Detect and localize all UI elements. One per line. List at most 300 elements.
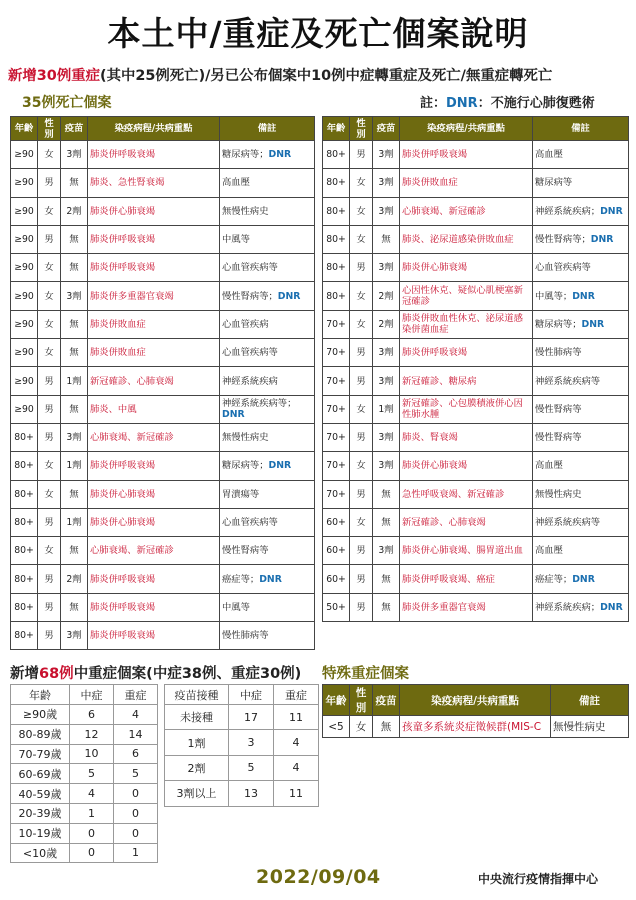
note-cell	[220, 141, 315, 169]
header-note: 備註	[220, 117, 315, 141]
table-row	[323, 310, 629, 338]
note-text: 胃潰瘍等	[222, 488, 260, 500]
age-cell: ≥90	[11, 310, 38, 338]
note-cell	[220, 452, 315, 480]
table-row	[165, 781, 319, 806]
header-course: 染疫病程/共病重點	[400, 117, 533, 141]
header-age: 年齡	[323, 685, 350, 716]
note-cell	[220, 339, 315, 367]
sex-cell: 女	[350, 225, 373, 253]
sex-cell: 女	[350, 197, 373, 225]
table-row	[11, 423, 315, 451]
group-cell: 40-59歲	[11, 784, 70, 804]
sex-cell: 男	[38, 225, 61, 253]
note-text: 糖尿病等；	[222, 460, 269, 472]
age-cell: 70+	[323, 480, 350, 508]
age-cell: 80+	[11, 452, 38, 480]
age-cell: 70+	[323, 452, 350, 480]
age-cell: 60+	[323, 537, 350, 565]
group-cell: <10歲	[11, 843, 70, 863]
subtitle-detail: (其中25例死亡)/另已公布個案中10例中症轉重症及死亡/無重症轉死亡	[100, 68, 553, 84]
table-row	[11, 169, 315, 197]
table-row	[11, 724, 158, 744]
table-row	[11, 744, 158, 764]
table-row	[323, 282, 629, 310]
vaccine-cell: 3劑	[373, 452, 400, 480]
age-cell: 80+	[11, 508, 38, 536]
note-cell	[220, 367, 315, 395]
note-text: 慢性腎病等	[222, 545, 269, 557]
course-cell: 肺炎併呼吸衰竭	[88, 622, 220, 650]
severe-cell: 4	[114, 705, 158, 725]
vaccine-cell: 無	[61, 225, 88, 253]
course-cell: 心肺衰竭、新冠確診	[88, 537, 220, 565]
severe-cell: 0	[114, 784, 158, 804]
note-cell	[533, 282, 629, 310]
sec2-detail: 中重症個案(中症38例、重症30例)	[73, 666, 302, 682]
note-cell	[220, 282, 315, 310]
note-text: 慢性肺病等	[535, 347, 582, 359]
course-cell: 肺炎、泌尿道感染併敗血症	[400, 225, 533, 253]
note-cell	[533, 197, 629, 225]
moderate-cell: 5	[229, 755, 274, 780]
course-cell: 肺炎併呼吸衰竭、癌症	[400, 565, 533, 593]
moderate-cell: 5	[70, 764, 114, 784]
note-text: 中風等；	[535, 290, 573, 302]
age-cell: 80+	[323, 169, 350, 197]
note-text: 慢性肺病等	[222, 630, 269, 642]
note-cell	[533, 395, 629, 423]
age-cell: 70+	[323, 367, 350, 395]
dnr-tag: DNR	[590, 234, 614, 246]
age-cell: 80+	[323, 225, 350, 253]
note-text: 慢性腎病等；	[535, 234, 591, 246]
report-date: 2022/09/04	[256, 866, 381, 888]
age-cell: 80+	[323, 141, 350, 169]
table-row	[11, 141, 315, 169]
group-cell: 1劑	[165, 730, 229, 755]
course-cell: 新冠確診、心肺衰竭	[88, 367, 220, 395]
table-row	[11, 565, 315, 593]
note-text: 中風等	[222, 601, 250, 613]
note-cell	[220, 508, 315, 536]
sex-cell: 女	[350, 310, 373, 338]
note-text: 心血管疾病等	[222, 262, 278, 274]
header-sex: 性別	[350, 685, 373, 716]
moderate-cell: 3	[229, 730, 274, 755]
course-cell: 肺炎併多重器官衰竭	[400, 593, 533, 621]
table-row	[165, 705, 319, 730]
sex-cell: 男	[350, 254, 373, 282]
table-row	[323, 367, 629, 395]
course-cell: 肺炎併呼吸衰竭	[400, 339, 533, 367]
note-cell	[220, 537, 315, 565]
sex-cell: 男	[38, 622, 61, 650]
note-cell	[533, 593, 629, 621]
course-cell: 肺炎併多重器官衰竭	[88, 282, 220, 310]
age-cell: 70+	[323, 310, 350, 338]
table-row	[323, 225, 629, 253]
table-row	[11, 225, 315, 253]
sex-cell: 男	[350, 423, 373, 451]
note-cell	[533, 225, 629, 253]
table-row	[165, 730, 319, 755]
group-cell: 未接種	[165, 705, 229, 730]
vaccine-cell: 無	[61, 537, 88, 565]
age-cell: 60+	[323, 565, 350, 593]
severe-cell: 1	[114, 843, 158, 863]
table-row	[323, 452, 629, 480]
table-row	[11, 823, 158, 843]
course-cell: 肺炎併呼吸衰竭	[88, 254, 220, 282]
note-text: 無慢性病史	[535, 488, 582, 500]
table-header-row	[323, 685, 629, 716]
vaccine-stat-table	[164, 684, 319, 807]
vaccine-cell: 3劑	[373, 423, 400, 451]
header-vaccine: 疫苗	[61, 117, 88, 141]
table-row	[323, 565, 629, 593]
note-cell	[533, 423, 629, 451]
table-row	[323, 395, 629, 423]
sex-cell: 男	[38, 395, 61, 423]
note-text: 神經系統疾病；	[535, 601, 601, 613]
severe-cell: 4	[274, 730, 319, 755]
vaccine-cell: 1劑	[61, 508, 88, 536]
age-cell: <5	[323, 716, 350, 738]
course-cell: 肺炎、中風	[88, 395, 220, 423]
table-row	[323, 480, 629, 508]
age-col-header: 年齡	[11, 685, 70, 705]
vaccine-cell: 3劑	[373, 197, 400, 225]
table-row	[11, 622, 315, 650]
note-cell	[220, 622, 315, 650]
vaccine-cell: 3劑	[61, 423, 88, 451]
note-cell	[220, 395, 315, 423]
sex-cell: 女	[38, 452, 61, 480]
age-cell: 80+	[11, 423, 38, 451]
vaccine-cell: 3劑	[373, 141, 400, 169]
vaccine-cell: 3劑	[373, 254, 400, 282]
age-cell: 70+	[323, 423, 350, 451]
header-course: 染疫病程/共病重點	[400, 685, 551, 716]
sex-cell: 女	[38, 310, 61, 338]
severe-cell: 6	[114, 744, 158, 764]
course-cell: 肺炎併心肺衰竭	[400, 452, 533, 480]
sex-cell: 男	[38, 593, 61, 621]
note-cell	[220, 254, 315, 282]
age-cell: 80+	[323, 197, 350, 225]
moderate-cell: 0	[70, 823, 114, 843]
sex-cell: 男	[350, 565, 373, 593]
vaccine-cell: 無	[61, 395, 88, 423]
header-vaccine: 疫苗	[373, 685, 400, 716]
note-text: 高血壓	[535, 149, 563, 161]
table-row	[11, 480, 315, 508]
sex-cell: 女	[350, 395, 373, 423]
group-cell: 2劑	[165, 755, 229, 780]
vaccine-cell: 無	[373, 716, 400, 738]
sec2-new: 新增	[10, 666, 39, 682]
course-cell: 肺炎併呼吸衰竭	[88, 452, 220, 480]
table-row	[11, 197, 315, 225]
group-cell: ≥90歲	[11, 705, 70, 725]
sex-cell: 男	[350, 480, 373, 508]
note-text: 神經系統疾病；	[535, 205, 601, 217]
severe-cell: 0	[114, 803, 158, 823]
vaccine-cell: 2劑	[61, 197, 88, 225]
severe-cell: 5	[114, 764, 158, 784]
course-cell: 新冠確診、心包膜積液併心因性肺水腫	[400, 395, 533, 423]
moderate-severe-title	[10, 662, 301, 683]
age-cell: 80+	[11, 565, 38, 593]
vaccine-cell: 無	[373, 480, 400, 508]
vaccine-cell: 3劑	[61, 282, 88, 310]
age-cell: 80+	[323, 282, 350, 310]
table-row	[11, 593, 315, 621]
organization-name: 中央流行疫情指揮中心	[478, 872, 599, 886]
table-row	[11, 508, 315, 536]
course-cell: 肺炎併呼吸衰竭	[88, 225, 220, 253]
sex-cell: 男	[38, 367, 61, 395]
sex-cell: 男	[350, 593, 373, 621]
vaccine-cell: 無	[61, 310, 88, 338]
moderate-cell: 0	[70, 843, 114, 863]
vaccine-col-header: 疫苗接種	[165, 685, 229, 705]
note-text: 癌症等；	[222, 573, 260, 585]
course-cell: 心肺衰竭、新冠確診	[88, 423, 220, 451]
table-row	[11, 705, 158, 725]
course-cell: 心因性休克、疑似心肌梗塞新冠確診	[400, 282, 533, 310]
course-cell: 肺炎併心肺衰竭	[88, 508, 220, 536]
group-cell: 20-39歲	[11, 803, 70, 823]
dnr-tag: DNR	[600, 205, 623, 217]
table-header-row	[323, 117, 629, 141]
severe-col-header: 重症	[274, 685, 319, 705]
note-cell	[533, 508, 629, 536]
sex-cell: 女	[350, 282, 373, 310]
course-cell: 肺炎併心肺衰竭	[88, 197, 220, 225]
note-cell	[533, 565, 629, 593]
severe-cell: 14	[114, 724, 158, 744]
vaccine-cell: 3劑	[61, 622, 88, 650]
sex-cell: 女	[350, 169, 373, 197]
vaccine-cell: 無	[61, 593, 88, 621]
note-text: 慢性腎病等	[535, 432, 582, 444]
table-row	[323, 169, 629, 197]
note-text: 慢性腎病等	[535, 403, 582, 415]
note-cell	[220, 225, 315, 253]
course-cell: 肺炎併敗血症	[400, 169, 533, 197]
vaccine-cell: 3劑	[373, 169, 400, 197]
table-row	[323, 339, 629, 367]
moderate-cell: 1	[70, 803, 114, 823]
group-cell: 80-89歲	[11, 724, 70, 744]
moderate-cell: 4	[70, 784, 114, 804]
dnr-tag: DNR	[600, 601, 623, 613]
vaccine-cell: 1劑	[61, 367, 88, 395]
age-cell: ≥90	[11, 395, 38, 423]
note-text: 無慢性病史	[222, 432, 269, 444]
sex-cell: 女	[38, 141, 61, 169]
age-cell: 70+	[323, 339, 350, 367]
table-row	[323, 197, 629, 225]
moderate-cell: 10	[70, 744, 114, 764]
sex-cell: 男	[350, 537, 373, 565]
dnr-tag: DNR	[268, 460, 292, 472]
header-note: 備註	[533, 117, 629, 141]
sex-cell: 男	[38, 169, 61, 197]
moderate-col-header: 中症	[229, 685, 274, 705]
note-text: 糖尿病等；	[222, 149, 269, 161]
sex-cell: 女	[38, 480, 61, 508]
moderate-cell: 17	[229, 705, 274, 730]
age-cell: ≥90	[11, 254, 38, 282]
dnr-note-term: DNR	[446, 96, 478, 111]
course-cell: 肺炎併心肺衰竭	[400, 254, 533, 282]
course-cell: 肺炎、腎衰竭	[400, 423, 533, 451]
course-cell: 急性呼吸衰竭、新冠確診	[400, 480, 533, 508]
table-row	[11, 764, 158, 784]
note-text: 心血管疾病等	[222, 347, 278, 359]
dnr-tag: DNR	[572, 573, 595, 585]
vaccine-cell: 2劑	[61, 565, 88, 593]
age-cell: 80+	[11, 537, 38, 565]
course-cell: 新冠確診、心肺衰竭	[400, 508, 533, 536]
note-cell	[220, 310, 315, 338]
sec2-count: 68例	[39, 666, 74, 682]
note-text: 慢性腎病等；	[222, 290, 278, 302]
note-cell	[533, 169, 629, 197]
header-age: 年齡	[323, 117, 350, 141]
note-text: 心血管疾病等	[535, 262, 591, 274]
header-sex: 性別	[38, 117, 61, 141]
vaccine-cell: 無	[373, 593, 400, 621]
vaccine-cell: 無	[61, 169, 88, 197]
vaccine-cell: 3劑	[373, 339, 400, 367]
table-header-row	[11, 117, 315, 141]
note-text: 高血壓	[535, 545, 563, 557]
vaccine-cell: 無	[61, 254, 88, 282]
moderate-cell: 12	[70, 724, 114, 744]
table-row	[11, 310, 315, 338]
page-title: 本土中/重症及死亡個案說明	[107, 14, 529, 53]
note-cell	[220, 480, 315, 508]
table-row	[11, 843, 158, 863]
table-row	[323, 423, 629, 451]
severe-cell: 0	[114, 823, 158, 843]
table-row	[11, 254, 315, 282]
vaccine-cell: 1劑	[61, 452, 88, 480]
table-row	[11, 784, 158, 804]
table-row	[11, 339, 315, 367]
table-row	[323, 508, 629, 536]
sex-cell: 男	[350, 339, 373, 367]
age-cell: ≥90	[11, 197, 38, 225]
note-text: 神經系統疾病等	[535, 375, 601, 387]
group-cell: 70-79歲	[11, 744, 70, 764]
age-cell: 60+	[323, 508, 350, 536]
note-cell	[533, 367, 629, 395]
table-header-row	[11, 685, 158, 705]
subtitle	[8, 64, 632, 85]
sex-cell: 女	[38, 254, 61, 282]
age-cell: ≥90	[11, 141, 38, 169]
note-text: 糖尿病等	[535, 177, 573, 189]
note-cell	[533, 310, 629, 338]
age-cell: ≥90	[11, 339, 38, 367]
table-row	[11, 537, 315, 565]
age-cell: 70+	[323, 395, 350, 423]
sex-cell: 女	[38, 537, 61, 565]
course-cell: 新冠確診、糖尿病	[400, 367, 533, 395]
course-cell: 肺炎併敗血症	[88, 339, 220, 367]
sex-cell: 男	[38, 565, 61, 593]
table-row	[165, 755, 319, 780]
deaths-label: 35例死亡個案	[22, 95, 112, 111]
sex-cell: 女	[38, 282, 61, 310]
table-row	[11, 395, 315, 423]
moderate-col-header: 中症	[70, 685, 114, 705]
course-cell: 肺炎併呼吸衰竭	[88, 141, 220, 169]
header-note: 備註	[551, 685, 629, 716]
group-cell: 60-69歲	[11, 764, 70, 784]
age-cell: 80+	[11, 593, 38, 621]
left-death-cases-table	[10, 116, 315, 650]
table-header-row	[165, 685, 319, 705]
note-cell	[533, 537, 629, 565]
sex-cell: 女	[38, 197, 61, 225]
age-cell: ≥90	[11, 169, 38, 197]
vaccine-cell: 無	[373, 565, 400, 593]
note-text: 中風等	[222, 234, 250, 246]
table-row	[11, 282, 315, 310]
group-cell: 10-19歲	[11, 823, 70, 843]
table-row	[323, 537, 629, 565]
header-course: 染疫病程/共病重點	[88, 117, 220, 141]
vaccine-cell: 2劑	[373, 282, 400, 310]
sex-cell: 女	[350, 452, 373, 480]
dnr-note-prefix: 註：	[420, 96, 447, 111]
vaccine-cell: 3劑	[373, 537, 400, 565]
note-cell	[220, 197, 315, 225]
subtitle-count: 30	[36, 68, 57, 84]
dnr-note-desc: ：不施行心肺復甦術	[477, 96, 595, 111]
vaccine-cell: 無	[373, 225, 400, 253]
note-cell: 無慢性病史	[551, 716, 629, 738]
vaccine-cell: 1劑	[373, 395, 400, 423]
dnr-tag: DNR	[572, 290, 595, 302]
course-cell: 肺炎併敗血症	[88, 310, 220, 338]
note-text: 高血壓	[222, 177, 250, 189]
age-cell: ≥90	[11, 367, 38, 395]
note-text: 神經系統疾病	[222, 375, 278, 387]
vaccine-cell: 2劑	[373, 310, 400, 338]
dnr-tag: DNR	[581, 318, 605, 330]
course-cell: 肺炎併敗血性休克、泌尿道感染併菌血症	[400, 310, 533, 338]
note-cell	[220, 423, 315, 451]
dnr-tag: DNR	[268, 149, 292, 161]
age-cell: 80+	[11, 622, 38, 650]
special-cases-title: 特殊重症個案	[322, 666, 409, 682]
note-cell	[220, 593, 315, 621]
note-text: 無慢性病史	[222, 205, 269, 217]
note-text: 心血管疾病	[222, 318, 269, 330]
table-row	[323, 716, 629, 738]
severe-cell: 11	[274, 781, 319, 806]
note-text: 神經系統疾病等	[535, 517, 601, 528]
vaccine-cell: 3劑	[61, 141, 88, 169]
age-cell: 80+	[11, 480, 38, 508]
